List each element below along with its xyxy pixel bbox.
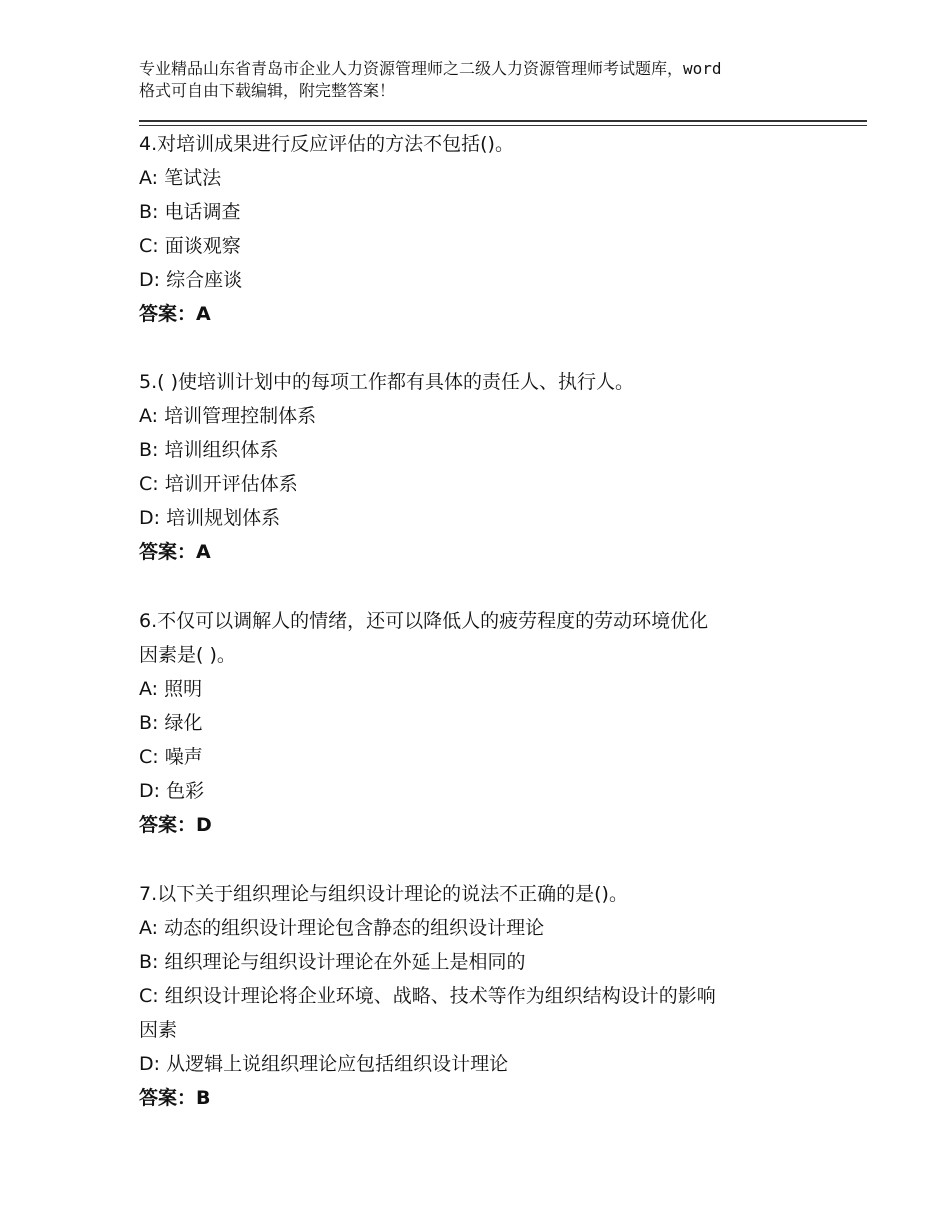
question-stem: 4.对培训成果进行反应评估的方法不包括()。 xyxy=(139,133,514,155)
option-d: D: 培训规划体系 xyxy=(139,507,281,529)
answer: 答案：A xyxy=(139,303,211,325)
option-d: D: 综合座谈 xyxy=(139,269,243,291)
option-c-line-1: C: 组织设计理论将企业环境、战略、技术等作为组织结构设计的影响 xyxy=(139,985,716,1007)
option-d: D: 色彩 xyxy=(139,780,205,802)
question-5 xyxy=(139,365,829,569)
question-6 xyxy=(139,604,829,842)
option-b: B: 绿化 xyxy=(139,712,203,734)
header-line-1: 专业精品山东省青岛市企业人力资源管理师之二级人力资源管理师考试题库，word xyxy=(139,59,722,78)
option-c: C: 面谈观察 xyxy=(139,235,241,257)
option-b: B: 组织理论与组织设计理论在外延上是相同的 xyxy=(139,951,526,973)
option-c: C: 噪声 xyxy=(139,746,203,768)
option-c: C: 培训开评估体系 xyxy=(139,473,298,495)
option-a: A: 笔试法 xyxy=(139,167,222,189)
question-stem: 5.( )使培训计划中的每项工作都有具体的责任人、执行人。 xyxy=(139,371,634,393)
question-stem: 7.以下关于组织理论与组织设计理论的说法不正确的是()。 xyxy=(139,883,628,905)
option-d: D: 从逻辑上说组织理论应包括组织设计理论 xyxy=(139,1053,509,1075)
option-a: A: 照明 xyxy=(139,678,203,700)
answer: 答案：A xyxy=(139,541,211,563)
question-stem-line-2: 因素是( )。 xyxy=(139,644,236,666)
header-divider-thin xyxy=(139,125,867,126)
option-b: B: 电话调查 xyxy=(139,201,241,223)
answer: 答案：D xyxy=(139,814,212,836)
option-c-line-2: 因素 xyxy=(139,1019,178,1041)
header-line-2: 格式可自由下载编辑，附完整答案！ xyxy=(139,81,396,100)
option-a: A: 动态的组织设计理论包含静态的组织设计理论 xyxy=(139,917,545,939)
header-divider-thick xyxy=(139,120,867,122)
option-a: A: 培训管理控制体系 xyxy=(139,405,317,427)
question-7 xyxy=(139,877,829,1115)
answer: 答案：B xyxy=(139,1087,211,1109)
question-4 xyxy=(139,127,829,331)
option-b: B: 培训组织体系 xyxy=(139,439,279,461)
question-stem-line-1: 6.不仅可以调解人的情绪，还可以降低人的疲劳程度的劳动环境优化 xyxy=(139,610,709,632)
document-header xyxy=(139,58,829,102)
